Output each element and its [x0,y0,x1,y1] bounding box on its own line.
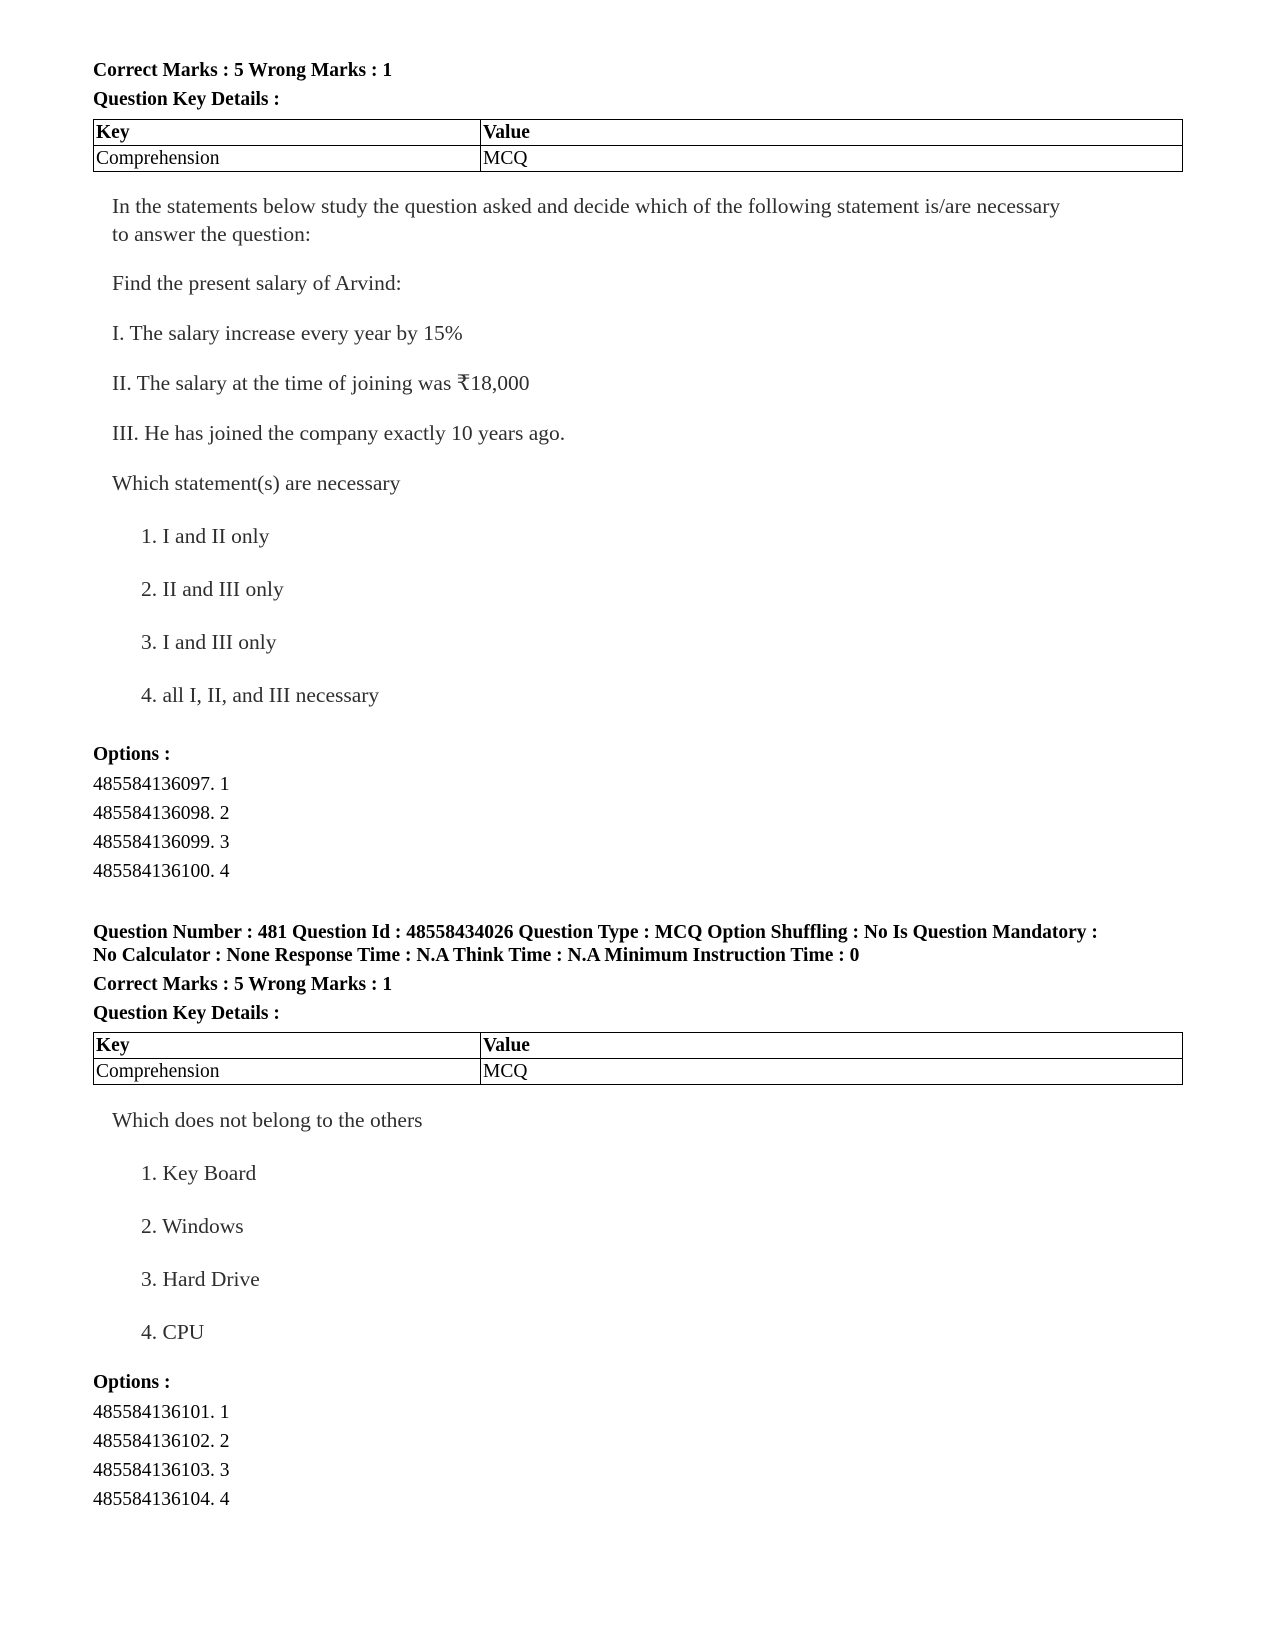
option-item: 485584136102. 2 [93,1431,230,1452]
choice-item: 4. all I, II, and III necessary [141,683,380,707]
question-intro-line-2: to answer the question: [112,222,311,246]
table-header-row [94,1033,1183,1059]
table-cell-value: MCQ [481,1059,1183,1085]
question-key-table [93,119,1183,172]
table-cell-value: MCQ [481,146,1183,172]
statement-item: II. The salary at the time of joining was ₹18,000 [112,371,530,395]
choice-item: 3. I and III only [141,630,277,654]
statement-item: III. He has joined the company exactly 10 years ago. [112,421,566,445]
option-item: 485584136097. 1 [93,774,230,795]
question-which: Which statement(s) are necessary [112,471,401,495]
table-header-row [94,120,1183,146]
question-prompt: Find the present salary of Arvind: [112,271,402,295]
table-cell-key: Comprehension [94,146,481,172]
table-header-value: Value [481,1033,1183,1059]
table-header-key: Key [94,120,481,146]
option-item: 485584136104. 4 [93,1489,230,1510]
question-intro-line-1: In the statements below study the question asked and decide which of the following statement is/are necessary [112,194,1061,218]
option-item: 485584136103. 3 [93,1460,230,1481]
options-list [93,770,230,886]
option-item: 485584136100. 4 [93,861,230,882]
table-cell-key: Comprehension [94,1059,481,1085]
question-header-line-1: Question Number : 481 Question Id : 48558434026 Question Type : MCQ Option Shuffling : No Is Question Mandatory : [93,922,1098,943]
key-details-label: Question Key Details : [93,1003,280,1024]
table-header-value: Value [481,120,1183,146]
key-details-label: Question Key Details : [93,89,280,110]
statement-item: I. The salary increase every year by 15% [112,321,463,345]
option-item: 485584136099. 3 [93,832,230,853]
question-prompt: Which does not belong to the others [112,1108,423,1132]
choice-item: 2. II and III only [141,577,284,601]
choice-item: 4. CPU [141,1320,205,1344]
option-item: 485584136098. 2 [93,803,230,824]
question-key-table [93,1032,1183,1085]
options-label: Options : [93,744,171,765]
marks-line: Correct Marks : 5 Wrong Marks : 1 [93,60,393,81]
marks-line: Correct Marks : 5 Wrong Marks : 1 [93,974,393,995]
question-header-line-2: No Calculator : None Response Time : N.A Think Time : N.A Minimum Instruction Time : 0 [93,945,860,966]
option-item: 485584136101. 1 [93,1402,230,1423]
choice-item: 3. Hard Drive [141,1267,260,1291]
options-list [93,1398,230,1514]
choice-item: 1. I and II only [141,524,270,548]
choice-item: 1. Key Board [141,1161,257,1185]
choice-item: 2. Windows [141,1214,244,1238]
table-row [94,1059,1183,1085]
table-header-key: Key [94,1033,481,1059]
table-row [94,146,1183,172]
options-label: Options : [93,1372,171,1393]
